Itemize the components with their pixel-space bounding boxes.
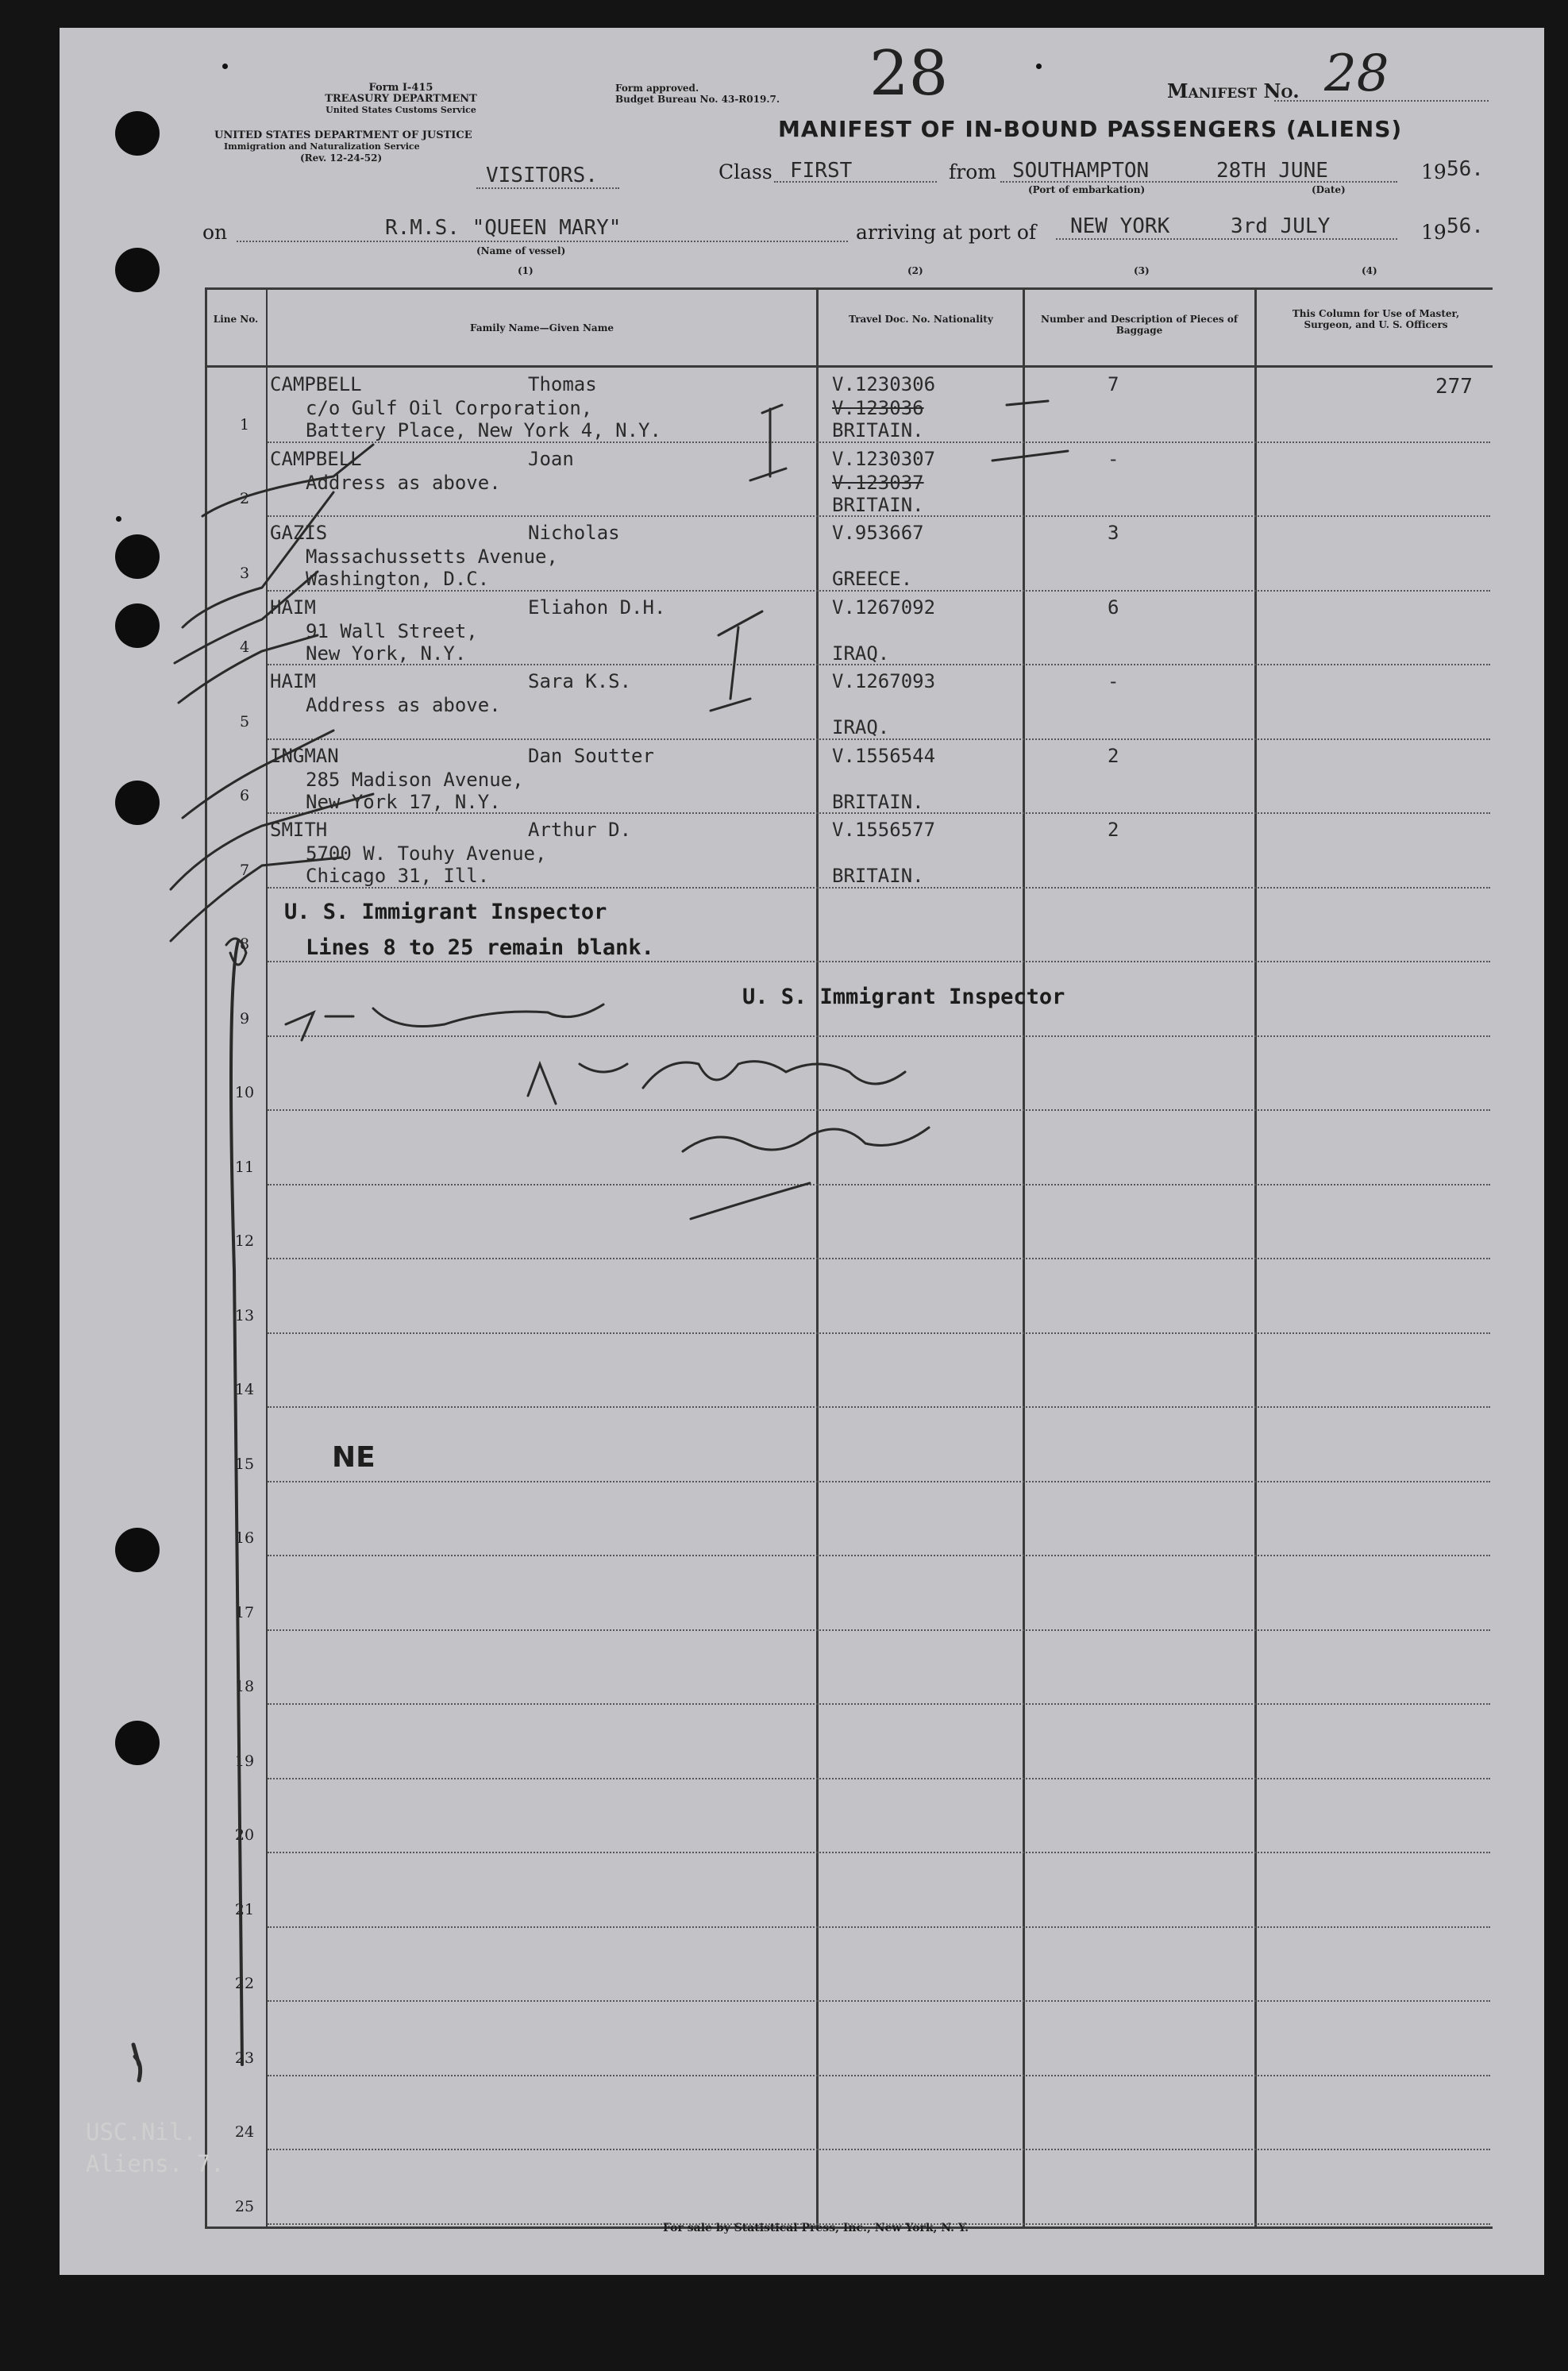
line-number: 12: [234, 1232, 255, 1250]
category: VISITORS.: [486, 164, 598, 187]
line-number: 20: [234, 1826, 255, 1844]
line-number: 5: [239, 713, 250, 731]
travel-doc-struck: V.123036: [832, 397, 924, 419]
line-number: 8: [239, 935, 250, 953]
customs-service: United States Customs Service: [326, 105, 476, 115]
ne-mark: NE: [332, 1441, 376, 1474]
nationality: BRITAIN.: [832, 494, 924, 516]
line-number: 25: [234, 2198, 255, 2215]
check-mark: [183, 492, 333, 627]
printer-footer: For sale by Statistical Press, Inc., New York, N. Y.: [663, 2222, 969, 2234]
baggage-count: 6: [1108, 596, 1119, 619]
passenger-address-1: 285 Madison Avenue,: [306, 769, 524, 791]
line-number: 24: [234, 2123, 255, 2141]
passenger-address-1: Address as above.: [306, 694, 501, 716]
form-number: Form I-415: [368, 82, 433, 94]
passenger-given-name: Arthur D.: [528, 819, 632, 841]
passenger-family-name: SMITH: [270, 819, 328, 841]
arrival-port: NEW YORK: [1070, 214, 1170, 238]
travel-doc-number: V.1556577: [832, 819, 936, 841]
embark-year: 56.: [1447, 157, 1484, 181]
baggage-count: 3: [1108, 522, 1119, 544]
passenger-family-name: GAZIS: [270, 522, 328, 544]
baggage-count: 2: [1108, 745, 1119, 767]
arrival-year: 56.: [1447, 214, 1484, 238]
baggage-count: -: [1108, 448, 1119, 470]
travel-doc-number: V.1230307: [832, 448, 936, 470]
officer-note: 277: [1435, 375, 1473, 399]
passenger-given-name: Eliahon D.H.: [528, 596, 666, 619]
check-mark: [171, 794, 373, 889]
manifest-label: Manifest No.: [1167, 79, 1300, 102]
line-number: 16: [234, 1529, 255, 1547]
manifest-title: MANIFEST OF IN-BOUND PASSENGERS (ALIENS): [778, 116, 1403, 142]
nationality: IRAQ.: [832, 642, 890, 665]
line-number: 6: [239, 787, 250, 804]
passenger-address-2: Battery Place, New York 4, N.Y.: [306, 419, 661, 441]
passenger-family-name: CAMPBELL: [270, 448, 362, 470]
passenger-family-name: CAMPBELL: [270, 373, 362, 395]
passenger-given-name: Thomas: [528, 373, 597, 395]
line-number: 11: [234, 1159, 255, 1176]
manifest-number: 28: [1324, 44, 1389, 103]
on-label: on: [202, 221, 228, 244]
aliens-count: Aliens. 7.: [86, 2150, 225, 2177]
roman-mark: [711, 611, 762, 711]
line-number: 7: [239, 862, 250, 879]
line-number: 19: [234, 1752, 255, 1770]
line-number: 14: [234, 1381, 255, 1398]
date-caption: (Date): [1312, 184, 1346, 195]
embark-date: 28TH JUNE: [1216, 159, 1328, 183]
passenger-address-1: 5700 W. Touhy Avenue,: [306, 842, 547, 865]
line-number: 22: [234, 1975, 255, 1992]
passenger-address-1: c/o Gulf Oil Corporation,: [306, 397, 593, 419]
passenger-address-2: New York, N.Y.: [306, 642, 467, 665]
nationality: BRITAIN.: [832, 419, 924, 441]
revision: (Rev. 12-24-52): [300, 152, 383, 164]
line-number: 23: [234, 2049, 255, 2067]
ins-service: Immigration and Naturalization Service: [224, 141, 420, 152]
travel-doc-number: V.1230306: [832, 373, 936, 395]
inspector-label-1: U. S. Immigrant Inspector: [284, 900, 607, 924]
handwritten-page-number: 28: [869, 38, 949, 110]
check-mark: [179, 635, 318, 703]
travel-doc-struck: V.123037: [832, 472, 924, 494]
passenger-family-name: INGMAN: [270, 745, 339, 767]
travel-doc-number: V.1556544: [832, 745, 936, 767]
line-number: 2: [239, 490, 250, 507]
passenger-address-1: 91 Wall Street,: [306, 620, 478, 642]
line-number: 9: [239, 1010, 250, 1027]
roman-mark: [750, 405, 786, 480]
passenger-address-1: Address as above.: [306, 472, 501, 494]
line-number: 10: [234, 1084, 255, 1101]
passenger-family-name: HAIM: [270, 670, 316, 692]
line-number: 1: [239, 416, 250, 434]
year-prefix: 19: [1421, 160, 1447, 183]
passenger-given-name: Sara K.S.: [528, 670, 632, 692]
form-approved: Form approved.: [615, 83, 699, 94]
nationality: IRAQ.: [832, 716, 890, 738]
travel-doc-number: V.1267092: [832, 596, 936, 619]
arrival-date: 3rd JULY: [1231, 214, 1331, 238]
col-marker-1: (1): [518, 265, 534, 276]
passenger-family-name: HAIM: [270, 596, 316, 619]
nationality: BRITAIN.: [832, 791, 924, 813]
col-marker-2: (2): [907, 265, 923, 276]
usc-note: USC.Nil.: [86, 2118, 197, 2145]
vessel-caption: (Name of vessel): [476, 245, 566, 256]
passenger-address-1: Massachussetts Avenue,: [306, 546, 558, 568]
port-of-embarkation: SOUTHAMPTON: [1012, 159, 1150, 183]
arriving-label: arriving at port of: [856, 221, 1037, 244]
nationality: GREECE.: [832, 568, 913, 590]
col-marker-4: (4): [1362, 265, 1377, 276]
line-number: 13: [234, 1307, 255, 1324]
line-number: 15: [234, 1455, 255, 1473]
baggage-count: -: [1108, 670, 1119, 692]
line-number: 3: [239, 565, 250, 582]
line-number: 18: [234, 1678, 255, 1695]
col-header-officers: This Column for Use of Master, Surgeon, and U. S. Officers: [1292, 308, 1460, 330]
col-header-name: Family Name—Given Name: [469, 322, 614, 333]
check-mark: [183, 731, 333, 818]
nationality: BRITAIN.: [832, 865, 924, 887]
check-mark: [202, 445, 373, 516]
passenger-given-name: Nicholas: [528, 522, 620, 544]
class-value: FIRST: [790, 159, 853, 183]
passenger-address-2: New York 17, N.Y.: [306, 791, 501, 813]
line-number: 21: [234, 1901, 255, 1918]
check-mark: [171, 858, 341, 941]
justice-dept: UNITED STATES DEPARTMENT OF JUSTICE: [214, 129, 472, 141]
port-caption: (Port of embarkation): [1028, 184, 1146, 195]
baggage-count: 7: [1108, 373, 1119, 395]
col-header-baggage: Number and Description of Pieces of Baggage: [1041, 314, 1238, 336]
col-header-doc: Travel Doc. No. Nationality: [849, 314, 993, 325]
budget-bureau: Budget Bureau No. 43-R019.7.: [615, 94, 780, 105]
passenger-given-name: Dan Soutter: [528, 745, 654, 767]
travel-doc-number: V.953667: [832, 522, 924, 544]
blank-lines-note: Lines 8 to 25 remain blank.: [306, 935, 654, 960]
travel-doc-number: V.1267093: [832, 670, 936, 692]
col-header-line: Line No.: [213, 314, 259, 325]
col-marker-3: (3): [1134, 265, 1150, 276]
arrival-year-prefix: 19: [1421, 221, 1447, 244]
from-label: from: [949, 160, 996, 183]
vessel-name: R.M.S. "QUEEN MARY": [385, 216, 622, 240]
line-number: 4: [239, 638, 250, 656]
treasury-dept: TREASURY DEPARTMENT: [325, 93, 477, 105]
inspector-label-2: U. S. Immigrant Inspector: [742, 985, 1065, 1009]
passenger-address-2: Washington, D.C.: [306, 568, 490, 590]
class-label: Class: [719, 160, 772, 183]
passenger-given-name: Joan: [528, 448, 574, 470]
line-number: 17: [234, 1604, 255, 1621]
passenger-address-2: Chicago 31, Ill.: [306, 865, 490, 887]
baggage-count: 2: [1108, 819, 1119, 841]
